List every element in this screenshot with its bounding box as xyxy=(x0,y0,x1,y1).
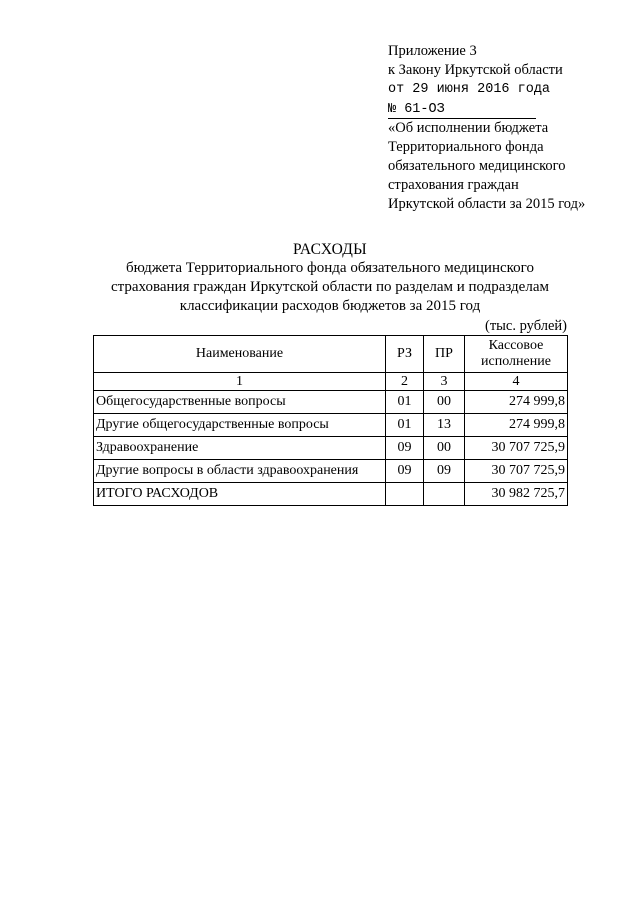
document-title: РАСХОДЫ xyxy=(292,241,367,258)
row-pr: 00 xyxy=(424,437,465,460)
total-pr xyxy=(424,483,465,506)
index-cell: 3 xyxy=(424,373,465,391)
table-row xyxy=(94,437,568,460)
appendix-block xyxy=(388,42,585,214)
row-name: Общегосударственные вопросы xyxy=(94,391,386,414)
row-pr: 09 xyxy=(424,460,465,483)
index-cell: 4 xyxy=(465,373,568,391)
row-rz: 09 xyxy=(386,437,424,460)
row-sum: 274 999,8 xyxy=(465,414,568,437)
index-cell: 1 xyxy=(94,373,386,391)
total-rz xyxy=(386,483,424,506)
header-name: Наименование xyxy=(94,336,386,373)
index-cell: 2 xyxy=(386,373,424,391)
expenses-table xyxy=(93,335,568,506)
row-sum: 274 999,8 xyxy=(465,391,568,414)
table-row xyxy=(94,391,568,414)
appendix-date: от 29 июня 2016 года xyxy=(388,82,551,97)
appendix-law-name-1: «Об исполнении бюджета xyxy=(388,120,549,136)
row-rz: 01 xyxy=(386,391,424,414)
header-rz: РЗ xyxy=(386,336,424,373)
total-name: ИТОГО РАСХОДОВ xyxy=(94,483,386,506)
table-header-row xyxy=(94,336,568,373)
row-sum: 30 707 725,9 xyxy=(465,460,568,483)
appendix-law: к Закону Иркутской области xyxy=(388,62,563,78)
table-row xyxy=(94,414,568,437)
appendix-law-name-4: страхования граждан xyxy=(388,177,519,193)
table-total-row xyxy=(94,483,568,506)
header-pr: ПР xyxy=(424,336,465,373)
row-sum: 30 707 725,9 xyxy=(465,437,568,460)
table-index-row xyxy=(94,373,568,391)
header-sum-line1: Кассовое xyxy=(488,338,544,353)
row-rz: 09 xyxy=(386,460,424,483)
appendix-number: № 61-ОЗ xyxy=(388,102,536,119)
header-sum xyxy=(465,336,568,373)
document-subtitle-2: страхования граждан Иркутской области по разделам и подразделам xyxy=(111,279,549,295)
document-subtitle-1: бюджета Территориального фонда обязательного медицинского xyxy=(126,260,534,276)
document-heading xyxy=(90,240,570,316)
header-sum-line2: исполнение xyxy=(481,354,551,369)
units-label: (тыс. рублей) xyxy=(485,318,567,334)
row-rz: 01 xyxy=(386,414,424,437)
row-pr: 00 xyxy=(424,391,465,414)
appendix-title: Приложение 3 xyxy=(388,43,477,59)
appendix-law-name-3: обязательного медицинского xyxy=(388,158,566,174)
row-name: Здравоохранение xyxy=(94,437,386,460)
row-name: Другие вопросы в области здравоохранения xyxy=(94,460,386,483)
row-name: Другие общегосударственные вопросы xyxy=(94,414,386,437)
document-subtitle-3: классификации расходов бюджетов за 2015 год xyxy=(179,298,481,314)
appendix-law-name-2: Территориального фонда xyxy=(388,139,544,155)
appendix-law-name-5: Иркутской области за 2015 год» xyxy=(388,196,586,212)
total-sum: 30 982 725,7 xyxy=(465,483,568,506)
row-pr: 13 xyxy=(424,414,465,437)
table-row xyxy=(94,460,568,483)
